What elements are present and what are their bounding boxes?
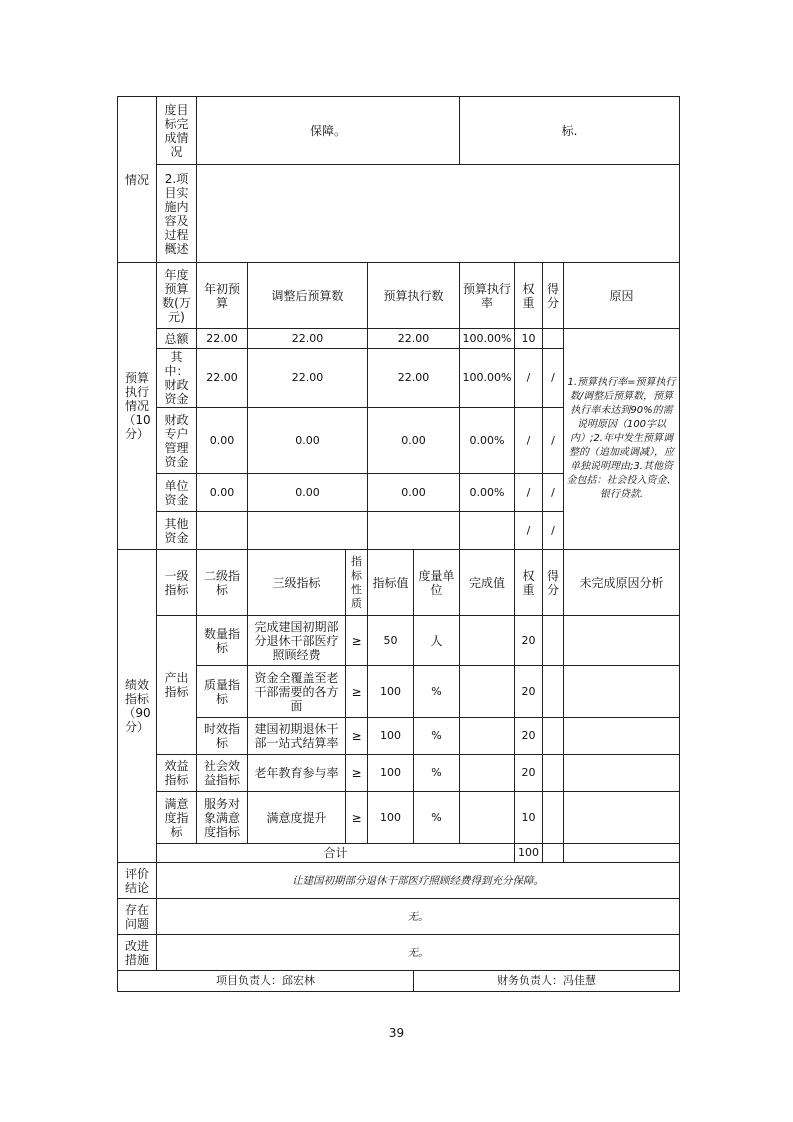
budget-category: 单位资金 [157,474,197,512]
indicator-nature: ≥ [346,718,368,755]
benefit-indicator-label: 效益指标 [157,755,197,792]
indicator-value: 100 [368,792,414,844]
budget-weight: / [515,474,543,512]
indicator-level3: 资金全覆盖至老干部需要的各方面 [248,666,346,718]
budget-rate: 100.00% [460,349,515,408]
issues-label: 存在问题 [118,899,157,935]
indicator-row [118,666,680,718]
issues-text: 无。 [157,899,680,935]
total-weight: 100 [515,844,543,863]
completion-section-label: 情况 [118,97,157,263]
project-lead: 项目负责人：邱宏林 [118,971,414,992]
annual-target-text: 保障。 [197,97,460,165]
indicator-score [543,616,564,666]
budget-header-category: 年度预算数(万元) [157,263,197,329]
budget-category: 其他资金 [157,512,197,550]
performance-evaluation-table [117,96,680,992]
indicator-analysis [564,616,680,666]
perf-header-weight: 权重 [515,550,543,616]
budget-adjusted: 22.00 [248,349,368,408]
indicator-level2: 时效指标 [197,718,248,755]
indicator-value: 100 [368,666,414,718]
indicator-score [543,792,564,844]
indicator-unit: 人 [414,616,460,666]
budget-row [118,329,680,349]
page-number: 39 [388,1026,405,1040]
indicator-analysis [564,718,680,755]
budget-category: 总额 [157,329,197,349]
indicator-weight: 20 [515,755,543,792]
annual-target-label: 度目标完成情况 [157,97,197,165]
indicator-value: 100 [368,755,414,792]
measures-text: 无。 [157,935,680,971]
budget-executed: 0.00 [368,408,460,474]
budget-rate: 100.00% [460,329,515,349]
indicator-unit: % [414,755,460,792]
output-indicator-label: 产出指标 [157,616,197,755]
budget-executed [368,512,460,550]
budget-weight: / [515,512,543,550]
indicator-completion [460,666,515,718]
implementation-content [197,165,680,263]
budget-score: / [543,408,564,474]
indicator-analysis [564,792,680,844]
perf-header-nature: 指标性质 [346,550,368,616]
perf-header-level2: 二级指标 [197,550,248,616]
conclusion-row [118,863,680,899]
indicator-level2: 质量指标 [197,666,248,718]
budget-adjusted: 0.00 [248,408,368,474]
perf-header-level1: 一级指标 [157,550,197,616]
budget-initial: 22.00 [197,329,248,349]
indicator-unit: % [414,792,460,844]
conclusion-text: 让建国初期部分退休干部医疗照顾经费得到充分保障。 [157,863,680,899]
budget-initial: 0.00 [197,408,248,474]
indicator-unit: % [414,718,460,755]
total-row [118,844,680,863]
perf-header-completion: 完成值 [460,550,515,616]
indicator-nature: ≥ [346,666,368,718]
performance-section-label: 绩效指标（90分） [118,550,157,863]
budget-header-initial: 年初预算 [197,263,248,329]
conclusion-label: 评价结论 [118,863,157,899]
indicator-nature: ≥ [346,755,368,792]
budget-score: / [543,512,564,550]
budget-score: / [543,349,564,408]
indicator-analysis [564,666,680,718]
budget-rate [460,512,515,550]
budget-executed: 22.00 [368,329,460,349]
indicator-level3: 老年教育参与率 [248,755,346,792]
budget-rate: 0.00% [460,408,515,474]
budget-note: 1.预算执行率=预算执行数/调整后预算数，预算执行率未达到90%的需说明原因（100字以内）;2.年中发生预算调整的（追加或调减），应单独说明理由;3.其他资金包括：社会投入资金、银行贷款. [564,329,680,550]
indicator-score [543,755,564,792]
indicator-level2: 服务对象满意度指标 [197,792,248,844]
budget-weight: 10 [515,329,543,349]
indicator-level2: 社会效益指标 [197,755,248,792]
budget-executed: 22.00 [368,349,460,408]
indicator-analysis [564,755,680,792]
implementation-label: 2.项目实施内容及过程概述 [157,165,197,263]
budget-rate: 0.00% [460,474,515,512]
total-label: 合计 [157,844,515,863]
indicator-level3: 完成建国初期部分退休干部医疗照顾经费 [248,616,346,666]
issues-row [118,899,680,935]
indicator-weight: 20 [515,666,543,718]
indicator-nature: ≥ [346,616,368,666]
satisfaction-indicator-label: 满意度指标 [157,792,197,844]
budget-adjusted: 22.00 [248,329,368,349]
indicator-completion [460,755,515,792]
budget-header-executed: 预算执行数 [368,263,460,329]
perf-header-level3: 三级指标 [248,550,346,616]
perf-header-score: 得分 [543,550,564,616]
budget-header-weight: 权重 [515,263,543,329]
budget-initial [197,512,248,550]
total-analysis [564,844,680,863]
budget-category: 财政专户管理资金 [157,408,197,474]
budget-header-rate: 预算执行率 [460,263,515,329]
indicator-weight: 20 [515,718,543,755]
budget-adjusted [248,512,368,550]
budget-initial: 0.00 [197,474,248,512]
budget-header-score: 得分 [543,263,564,329]
indicator-row [118,755,680,792]
budget-header-reason: 原因 [564,263,680,329]
budget-section-label: 预算执行情况（10分） [118,263,157,550]
perf-header-value: 指标值 [368,550,414,616]
indicator-value: 100 [368,718,414,755]
indicator-level3: 建国初期退休干部一站式结算率 [248,718,346,755]
indicator-score [543,666,564,718]
budget-score [543,329,564,349]
finance-lead: 财务负责人：冯佳慧 [414,971,680,992]
measures-label: 改进措施 [118,935,157,971]
indicator-row [118,792,680,844]
indicator-row [118,718,680,755]
indicator-score [543,718,564,755]
signature-row [118,971,680,992]
budget-executed: 0.00 [368,474,460,512]
indicator-completion [460,616,515,666]
indicator-weight: 10 [515,792,543,844]
budget-header-adjusted: 调整后预算数 [248,263,368,329]
perf-header-unit: 度量单位 [414,550,460,616]
budget-weight: / [515,408,543,474]
budget-initial: 22.00 [197,349,248,408]
total-score [543,844,564,863]
measures-row [118,935,680,971]
indicator-nature: ≥ [346,792,368,844]
indicator-value: 50 [368,616,414,666]
indicator-weight: 20 [515,616,543,666]
indicator-level2: 数量指标 [197,616,248,666]
budget-adjusted: 0.00 [248,474,368,512]
perf-header-analysis: 未完成原因分析 [564,550,680,616]
indicator-completion [460,718,515,755]
indicator-level3: 满意度提升 [248,792,346,844]
budget-score: / [543,474,564,512]
indicator-completion [460,792,515,844]
budget-weight: / [515,349,543,408]
budget-category: 其中：财政资金 [157,349,197,408]
indicator-unit: % [414,666,460,718]
indicator-row [118,616,680,666]
annual-target-text-right: 标. [460,97,680,165]
